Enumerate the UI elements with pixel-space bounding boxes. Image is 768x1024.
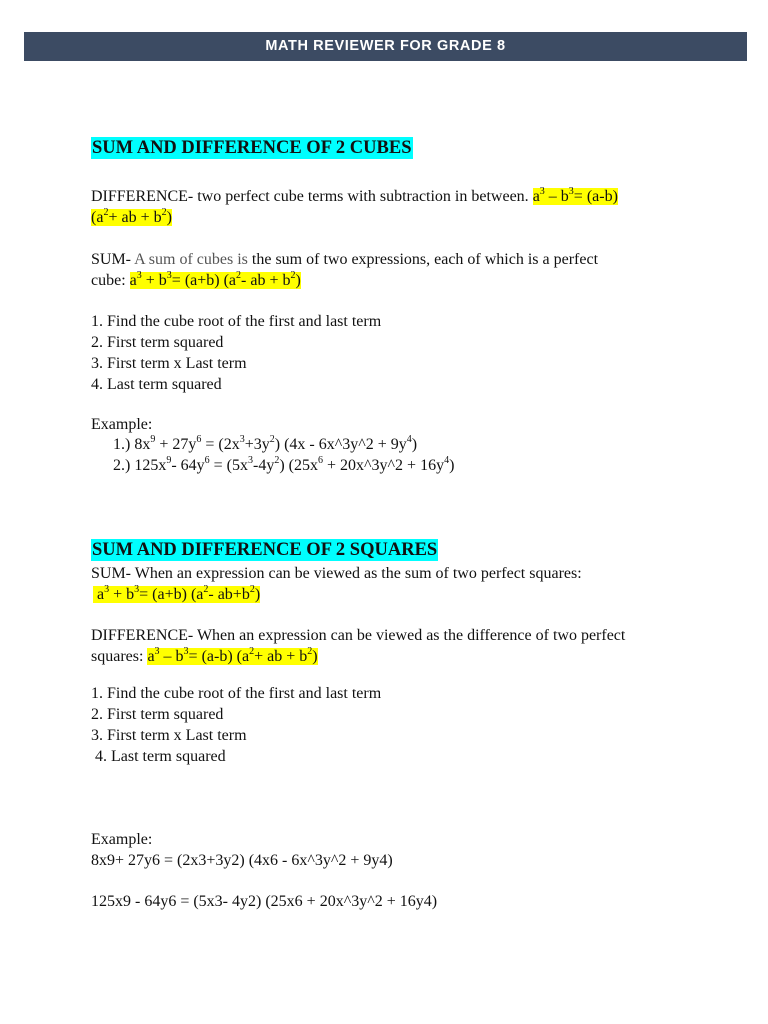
squares-difference-text: When an expression can be viewed as the difference of two perfect [193, 627, 626, 644]
squares-difference-formula-line: squares: $a^3 - b^3= (a-b)$ ($a^2+$ ab + $b^2$) [91, 645, 318, 665]
cubes-example-2: 2.) $125x^9-$ $64y^6 = (5x^3-4y^2) (25x^6$ + 20x^3y^2 + $16y^4$) [113, 454, 455, 474]
squares-example-1: 8x9+ 27y6 = (2x3+3y2) (4x6 - 6x^3y^2 + 9y4) [91, 852, 393, 869]
cubes-sum-formula-line: cube: $a^3 + b^3= (a+b)$ ($a^2-$ ab + $b^2$) [91, 269, 301, 289]
cubes-difference-line [91, 187, 618, 207]
cubes-sum-line [91, 250, 598, 270]
cubes-sum-text: the sum of two expressions, each of which is a perfect [247, 251, 599, 268]
cubes-example-label: Example: [91, 416, 153, 433]
squares-sum-text: When an expression can be viewed as the sum of two perfect squares: [131, 565, 582, 582]
cubes-difference-formula: $a^3 - b^3= (a-b)$ [532, 185, 618, 205]
cubes-difference-text: two perfect cube terms with subtraction in between. [193, 188, 529, 205]
cubes-step: 3. First term x Last term [91, 355, 247, 372]
squares-sum-label: SUM- [91, 565, 132, 582]
cubes-step: 1. Find the cube root of the first and last term [91, 313, 382, 330]
squares-sum-formula-line [91, 585, 260, 605]
cubes-step: 4. Last term squared [91, 376, 222, 393]
squares-sum-formula: $a^3 + b^3= (a+b)$ ($a^2-$ $ab+b^2$) [93, 583, 261, 603]
page-header: MATH REVIEWER FOR GRADE 8 [24, 32, 747, 61]
squares-step: 1. Find the cube root of the first and last term [91, 685, 382, 702]
cubes-step: 2. First term squared [91, 334, 224, 351]
squares-sum-line [91, 564, 582, 584]
squares-step: 3. First term x Last term [91, 727, 247, 744]
cubes-sum-gray: A sum of cubes is [131, 251, 248, 268]
squares-difference-line [91, 626, 625, 646]
cubes-example-1: 1.) $8x^9 + 27y^6 = (2x^3+3y^2)$ (4x - 6x^3y^2 + $9y^4$) [113, 433, 418, 453]
squares-step: 4. Last term squared [91, 748, 226, 765]
cubes-heading: SUM AND DIFFERENCE OF 2 CUBES [92, 138, 412, 158]
squares-example-label: Example: [91, 831, 153, 848]
cubes-sum-formula: $a^3 + b^3= (a+b)$ ($a^2-$ ab + $b^2$) [129, 269, 301, 289]
squares-step: 2. First term squared [91, 706, 224, 723]
cubes-difference-formula-cont: ($a^2+$ ab + $b^2$) [91, 206, 172, 226]
cubes-difference-label: DIFFERENCE- [91, 188, 194, 205]
squares-heading: SUM AND DIFFERENCE OF 2 SQUARES [92, 540, 438, 560]
cubes-sum-label: SUM- [91, 251, 132, 268]
squares-difference-formula: $a^3 - b^3= (a-b)$ ($a^2+$ ab + $b^2$) [147, 645, 318, 665]
squares-example-2: 125x9 - 64y6 = (5x3- 4y2) (25x6 + 20x^3y^2 + 16y4) [91, 893, 438, 910]
squares-difference-label: DIFFERENCE- [91, 627, 194, 644]
